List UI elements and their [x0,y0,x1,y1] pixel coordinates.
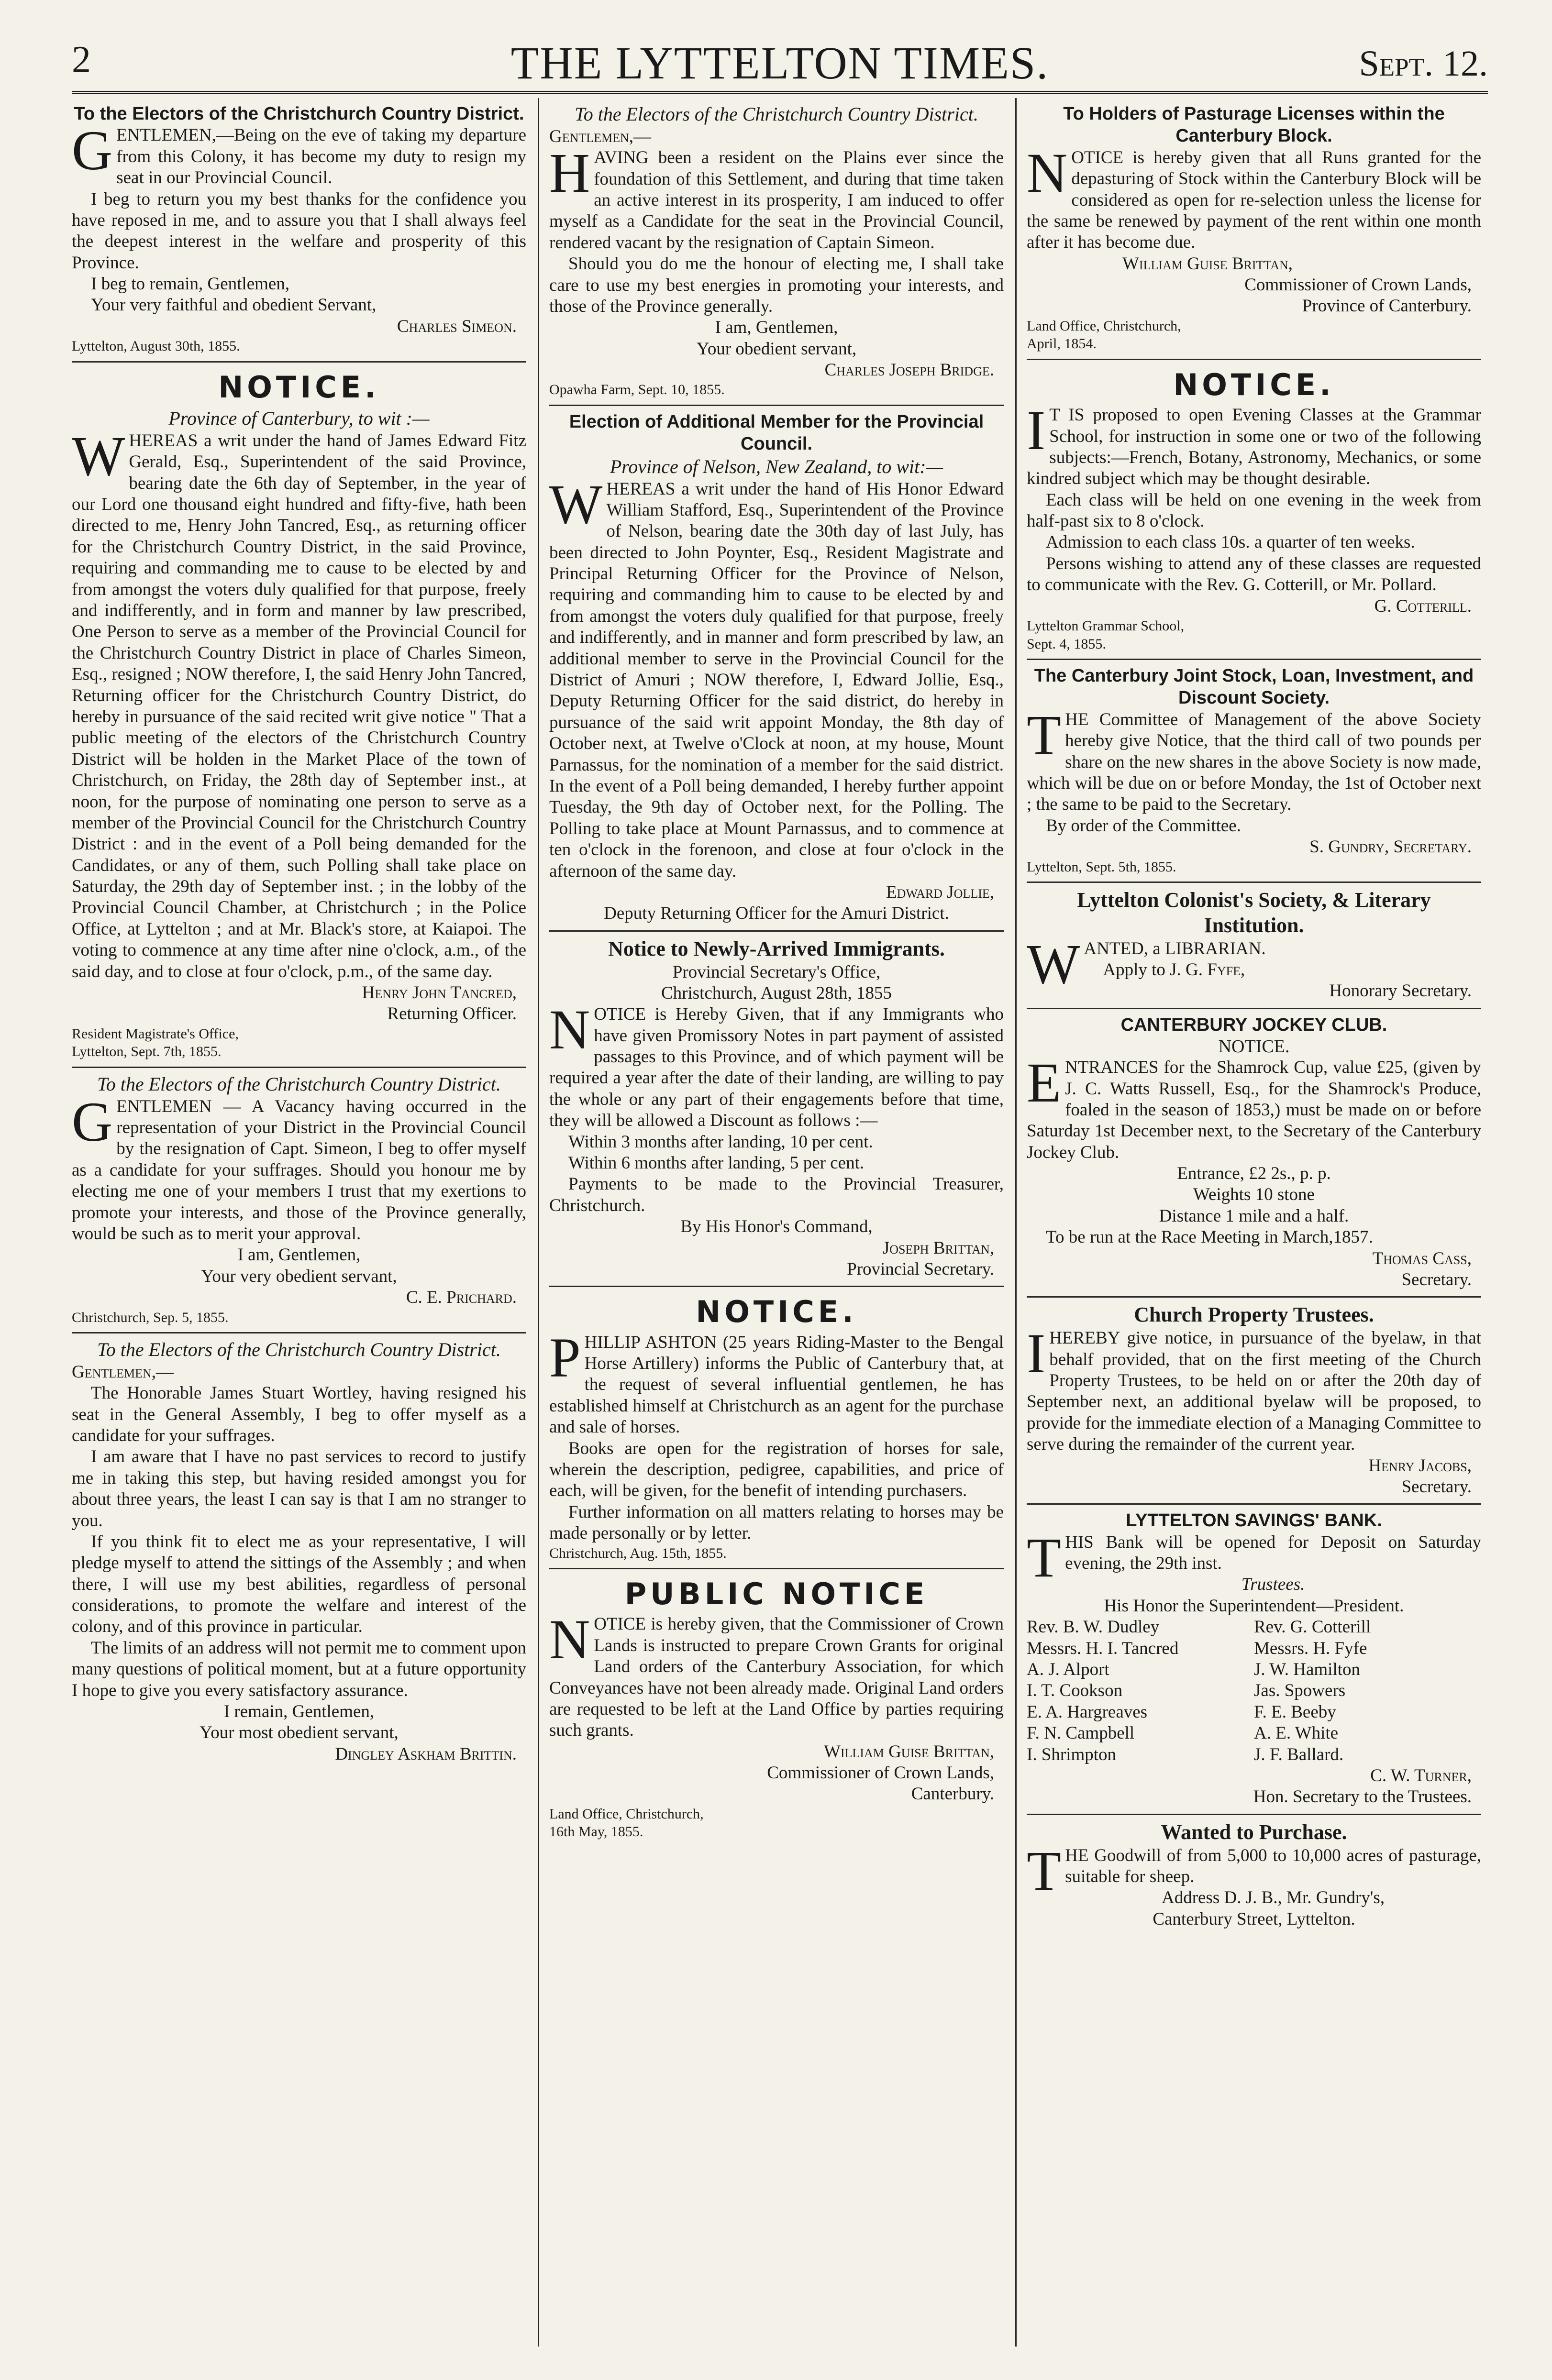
trustee-name: A. J. Alport [1027,1660,1109,1680]
notice-title: NOTICE. [218,369,380,405]
ad-signature-title: Returning Officer. [387,1004,517,1024]
simeon-address [72,98,526,361]
notice-title: NOTICE. [696,1294,857,1330]
trustee-name: A. E. White [1254,1723,1339,1743]
masthead [72,38,1488,86]
ad-office: Land Office, Christchurch, [549,1806,704,1822]
ad-heading: To the Electors of the Christchurch Country District. [97,1073,501,1095]
trustee-row [1027,1723,1481,1744]
ad-signature: William Guise Brittan, [1122,253,1293,274]
ad-dateline: Lyttelton, August 30th, 1855. [72,338,240,354]
ad-heading: Wanted to Purchase. [1161,1820,1347,1844]
discount-rate: Within 6 months after landing, 5 per cent. [568,1153,865,1173]
ad-body: If you think fit to elect me as your representative, I will pledge myself to attend the sittings of the Assembly ; and when there, I will use my best abilities, regardless of personal considerations, to promote the welfare and interest of the colony, and of this province in particular. [72,1532,526,1637]
ad-body: Each class will be held on one evening in the week from half-past six to 8 o'clock. [1027,490,1481,531]
issue-date: Sept. 12. [1359,44,1488,84]
ad-signature: J. G. Fyfe, [1170,959,1245,980]
masthead-rule [72,91,1488,94]
ad-signature: Dingley Askham Brittin. [335,1744,517,1764]
trustees-label: Trustees. [1241,1575,1305,1595]
trustee-name: Messrs. H. I. Tancred [1027,1638,1179,1658]
writ-notice [72,361,526,1067]
ad-heading: Lyttelton Colonist's Society, & Literary Institution. [1077,888,1431,937]
ad-dateline: Lyttelton, Sept. 5th, 1855. [1027,859,1176,875]
ad-body: NOTICE is hereby given that all Runs granted for the depasturing of Stock within the Canterbury Block will be considered as open for re-selection unless the license for the same be renewed by payment of the rent within one month after it has become due. [1027,141,1481,253]
ad-dateline: Opawha Farm, Sept. 10, 1855. [549,382,725,398]
ad-signature: Edward Jollie, [886,882,994,902]
race-weights: Weights 10 stone [1193,1185,1315,1205]
ad-heading: To the Electors of the Christchurch Country District. [575,103,978,125]
trustee-name: Messrs. H. Fyfe [1254,1638,1367,1658]
ad-body: Books are open for the registration of horses for sale, wherein the description, pedigree, capabilities, and price of each, will be given, for the benefit of intending purchasers. [549,1438,1004,1501]
ad-closing: I beg to remain, Gentlemen, [91,274,290,294]
ad-heading: To the Electors of the Christchurch Country District. [97,1339,501,1360]
race-entrance: Entrance, £2 2s., p. p. [1177,1164,1331,1184]
ad-signature-title: Commissioner of Crown Lands, [1244,275,1472,295]
trustee-row [1027,1638,1481,1659]
ad-body: HAVING been a resident on the Plains ever since the foundation of this Settlement, and during that time taken an active interest in its prosperity, I am induced to offer myself as a Candidate for the seat in the Provincial Council, rendered vacant by the resignation of Captain Simeon. [549,142,1004,253]
ad-dateline: Christchurch, August 28th, 1855 [661,983,892,1003]
ad-body: I beg to return you my best thanks for the confidence you have reposed in me, and to assure you that I shall always feel the deepest interest in the welfare and prosperity of this Province. [72,189,526,273]
trustee-name: F. E. Beeby [1254,1702,1336,1722]
column-2 [549,98,1004,2347]
brittin-address [72,1332,526,1771]
ad-office: Provincial Secretary's Office, [672,962,881,982]
notice-title: NOTICE. [1173,367,1335,402]
ad-signature: G. Cotterill. [1374,596,1472,616]
ad-dateline: 16th May, 1855. [549,1824,643,1840]
church-trustees-notice [1027,1296,1481,1503]
page-number: 2 [72,39,91,81]
pasturage-notice [1027,98,1481,359]
ad-signature: Thomas Cass, [1372,1248,1472,1268]
ad-closing: I am, Gentlemen, [237,1245,361,1265]
ad-signature: Charles Joseph Bridge. [824,360,994,380]
trustees-president: His Honor the Superintendent—President. [1104,1596,1404,1616]
ad-signature-title: Secretary. [1401,1270,1472,1290]
ad-body: THE Committee of Management of the above Society hereby give Notice, that the third call of two pounds per share on the new shares in the above Society is now made, which will be due on or before Monday, the 1st of October next ; the same to be paid to the Secretary. [1027,703,1481,815]
trustee-name: J. F. Ballard. [1254,1744,1344,1764]
ad-subheading: Province of Canterbury, to wit :— [168,408,430,430]
wanted-to-purchase [1027,1814,1481,1936]
ad-signature-title: Secretary. [1401,1476,1472,1497]
ad-body: The Honorable James Stuart Wortley, having resigned his seat in the General Assembly, I beg to offer myself as a candidate for your suffrages. [72,1383,526,1445]
trustee-name: I. Shrimpton [1027,1744,1117,1764]
ad-body: Persons wishing to attend any of these classes are requested to communicate with the Rev. G. Cotterill, or Mr. Pollard. [1027,553,1481,595]
ad-signature-title: Deputy Returning Officer for the Amuri District. [604,904,949,924]
ad-salutation: Gentlemen,— [549,126,652,146]
ad-signature: C. E. Prichard. [406,1288,517,1308]
ad-closing: Your very faithful and obedient Servant, [91,295,377,315]
column-3 [1027,98,1481,2347]
race-date: To be run at the Race Meeting in March,1857. [1046,1227,1373,1247]
trustee-row [1027,1617,1481,1638]
ad-office: Land Office, Christchurch, [1027,318,1181,334]
ad-signature: Henry Jacobs, [1368,1455,1472,1476]
ad-dateline: Sept. 4, 1855. [1027,636,1106,652]
evening-classes-notice [1027,359,1481,659]
ad-address: Canterbury Street, Lyttelton. [1153,1909,1355,1929]
ad-body: WHEREAS a writ under the hand of James Edward Fitz Gerald, Esq., Superintendent of the said Province, bearing date the 6th day of September, in the year of our Lord one thousand eight hundred and fifty-five, hath been directed to me, Henry John Tancred, Esq., as returning officer for the Christchurch Country District, in the said Province, requiring and commanding me to cause to be elected by and from amongst the voters duly qualified for that purpose, freely and indifferently, and in form and manner by law prescribed, One Person to serve as a member of the Provincial Council for the Christchurch Country District in place of Charles Simeon, Esq., resigned ; NOW therefore, I, the said Henry John Tancred, Returning officer for the Christchurch Country District, do hereby in pursuance of the said recited writ give notice " That a public meeting of the electors of the Christchurch Country District will be holden in the Market Place of the town of Christchurch, on Friday, the 28th day of September inst., at noon, for the purpose of nominating one person to serve as a member of the Provincial Council for the Christchurch Country District : and in the event of a Poll being demanded for the Candidates, or any of them, such Polling shall take place on Saturday, the 29th day of September inst. ; in the lobby of the Provincial Council Chamber, at Christchurch ; in the Police Office, at Lyttelton ; and at Mr. Black's store, at Kaiapoi. The voting to commence at any time after nine o'clock, a.m., of the said day, and to close at four o'clock, p.m., of the same day. [72,424,526,981]
ad-body [1027,959,1481,981]
ad-body: Admission to each class 10s. a quarter of ten weeks. [1046,532,1415,552]
ad-office: Lyttelton Grammar School, [1027,618,1185,634]
ad-body: The limits of an address will not permit me to comment upon many questions of political moment, but at a future opportunity I hope to give you every satisfactory assurance. [72,1638,526,1700]
column-1 [72,98,526,2347]
trustee-row [1027,1680,1481,1701]
column-divider [538,98,539,2347]
ad-dateline: Lyttelton, Sept. 7th, 1855. [72,1044,222,1060]
trustee-name: I. T. Cookson [1027,1681,1123,1701]
ad-body: Should you do me the honour of electing me, I shall take care to use my best energies in promoting your interests, and those of the Province generally. [549,254,1004,316]
notice-title: PUBLIC NOTICE [624,1576,929,1612]
ad-closing: Your most obedient servant, [200,1723,399,1743]
ad-subheading: Province of Nelson, New Zealand, to wit:— [610,455,943,477]
ad-heading: CANTERBURY JOCKEY CLUB. [1120,1014,1387,1035]
ad-signature: Henry John Tancred, [362,983,517,1003]
nelson-election-notice [549,405,1004,930]
ad-closing: Your very obedient servant, [201,1266,397,1286]
prichard-address [72,1067,526,1332]
ad-signature: S. Gundry, Secretary. [1309,837,1472,857]
trustee-name: Jas. Spowers [1254,1681,1346,1701]
ad-heading: LYTTELTON SAVINGS' BANK. [1126,1510,1382,1531]
ad-address: Address D. J. B., Mr. Gundry's, [1161,1888,1385,1908]
ad-body: IT IS proposed to open Evening Classes at the Grammar School, for instruction in some one or two of the following subjects:—French, Botany, Astronomy, Mechanics, or some kindred subject which may be thought desirable. [1027,399,1481,489]
ad-dateline: Christchurch, Sep. 5, 1855. [72,1309,229,1325]
ad-dateline: April, 1854. [1027,336,1097,352]
ad-body: PHILLIP ASHTON (25 years Riding-Master to the Bengal Horse Artillery) informs the Public of Canterbury that, at the request of several influential gentlemen, he has established himself at Christchurch as an agent for the purchase and sale of horses. [549,1326,1004,1437]
ad-salutation: Gentlemen,— [72,1362,174,1382]
ad-signature-title: Honorary Secretary. [1329,981,1472,1001]
ad-heading: Notice to Newly-Arrived Immigrants. [608,937,945,960]
savings-bank-notice [1027,1503,1481,1813]
ad-body: Further information on all matters relating to horses may be made personally or by letter. [549,1502,1004,1543]
ad-closing: I remain, Gentlemen, [223,1702,375,1722]
ad-heading: To Holders of Pasturage Licenses within the Canterbury Block. [1063,104,1445,146]
public-notice [549,1568,1004,1847]
ad-body: GENTLEMEN,—Being on the eve of taking my departure from this Colony, it has become my duty to resign my seat in our Provincial Council. [72,119,526,188]
ad-closing: Your obedient servant, [696,339,857,359]
trustee-row [1027,1702,1481,1723]
ad-closing: I am, Gentlemen, [715,318,838,338]
newspaper-title: THE LYTTELTON TIMES. [510,37,1049,88]
ad-subheading: NOTICE. [1218,1036,1290,1057]
librarian-notice [1027,881,1481,1008]
ad-heading: To the Electors of the Christchurch Country District. [74,104,524,124]
apply-label: Apply to [1103,959,1165,980]
immigrants-notice [549,930,1004,1286]
ad-signature-title: Commissioner of Crown Lands, [767,1763,994,1783]
ad-body: GENTLEMEN — A Vacancy having occurred in the representation of your District in the Provincial Council by the resignation of Capt. Simeon, I beg to offer myself as a candidate for your suffrages. Should you honour me by electing me one of your members I trust that my exertions to promote your interests, and those of the Province generally, would be such as to merit your approval. [72,1090,526,1244]
ad-heading: Election of Additional Member for the Provincial Council. [569,411,984,454]
jockey-club-notice [1027,1008,1481,1297]
trustee-name: Rev. G. Cotterill [1254,1617,1371,1637]
ad-signature: C. W. Turner, [1370,1766,1472,1785]
joint-stock-notice [1027,659,1481,881]
ad-body: By order of the Committee. [1046,815,1241,836]
trustee-row [1027,1744,1481,1765]
ad-body: NOTICE is Hereby Given, that if any Immigrants who have given Promissory Notes in part payment of assisted passages to this Province, and of which payment will be required a year after the date of their landing, are willing to pay the whole or any part of their engagements before that time, they will be allowed a Discount as follows :— [549,998,1004,1131]
ad-body: THE Goodwill of from 5,000 to 10,000 acres of pasturage, suitable for sheep. [1027,1839,1481,1902]
trustee-row [1027,1659,1481,1680]
trustee-name: J. W. Hamilton [1254,1660,1361,1680]
trustee-name: E. A. Hargreaves [1027,1702,1148,1722]
trustee-name: Rev. B. W. Dudley [1027,1617,1160,1637]
ad-body: THIS Bank will be opened for Deposit on Saturday evening, the 29th inst. [1027,1526,1481,1589]
ad-heading: Church Property Trustees. [1134,1303,1374,1327]
discount-rate: Within 3 months after landing, 10 per cent. [568,1132,873,1152]
ad-signature-title: Province of Canterbury. [1302,296,1472,316]
ad-body: WANTED, a LIBRARIAN. [1027,932,1266,995]
ad-signature-title: Provincial Secretary. [847,1259,994,1279]
ad-body: IHEREBY give notice, in pursuance of the byelaw, in that behalf provided, that on the first meeting of the Church Property Trustees, to be held on or after the 20th day of September next, an additional byelaw will be proposed, to provide for the immediate election of a Managing Committee to serve during the remainder of the current year. [1027,1322,1481,1454]
ad-closing: By His Honor's Command, [680,1217,873,1237]
ad-signature-title: Hon. Secretary to the Trustees. [1253,1787,1472,1807]
ad-body: WHEREAS a writ under the hand of His Honor Edward William Stafford, Esq., Superintendent of the Province of Nelson, bearing date the 30th day of last July, has been directed to John Poynter, Esq., Resident Magistrate and Principal Returning Officer for the Province of Nelson, requiring and commanding him to cause to be elected by and from amongst the voters duly qualified for that purpose, freely and indifferently, and in manner and form prescribed by law, an additional member to serve in the Provincial Council for the District of Amuri ; NOW therefore, I, Edward Jollie, Esq., Deputy Returning Officer for the said district, do hereby in pursuance of the said writ appoint Monday, the 8th day of October next, at Twelve o'Clock at noon, at my house, Mount Parnassus, for the nomination of a member for the said district. In the event of a Poll being demanded, I hereby further appoint Tuesday, the 9th day of October next, for the Polling. The Polling to take place at Mount Parnassus, and to commence at ten o'clock in the forenoon, and close at four o'clock in the afternoon of the same day. [549,473,1004,881]
ad-body: Payments to be made to the Provincial Treasurer, Christchurch. [549,1174,1004,1215]
ad-body: NOTICE is hereby given, that the Commissioner of Crown Lands is instructed to prepare Crown Grants for original Land orders of the Canterbury Association, for which Conveyances have not been already made. Original Land orders are requested to be left at the Land Office by parties requiring such grants. [549,1608,1004,1741]
ashton-notice [549,1286,1004,1568]
trustee-name: F. N. Campbell [1027,1723,1135,1743]
ad-body: ENTRANCES for the Shamrock Cup, value £25, (given by J. C. Watts Russell, Esq., for the Shamrock's Produce, foaled in the season of 1853,) must be made on or before Saturday 1st December next, to the Secretary of the Canterbury Jockey Club. [1027,1051,1481,1162]
ad-heading: The Canterbury Joint Stock, Loan, Investment, and Discount Society. [1034,666,1474,708]
column-divider [1015,98,1017,2347]
ad-signature: Charles Simeon. [397,316,517,336]
ad-office: Resident Magistrate's Office, [72,1025,239,1042]
race-distance: Distance 1 mile and a half. [1159,1206,1349,1226]
ad-signature: William Guise Brittan, [823,1741,994,1762]
ad-signature-title: Canterbury. [911,1784,994,1804]
ad-signature: Joseph Brittan, [882,1238,994,1258]
ad-dateline: Christchurch, Aug. 15th, 1855. [549,1545,727,1561]
bridge-address [549,98,1004,405]
ad-body: I am aware that I have no past services to record to justify me in taking this step, but having resided amongst you for about three years, the least I can say is that I am no stranger to you. [72,1447,526,1531]
